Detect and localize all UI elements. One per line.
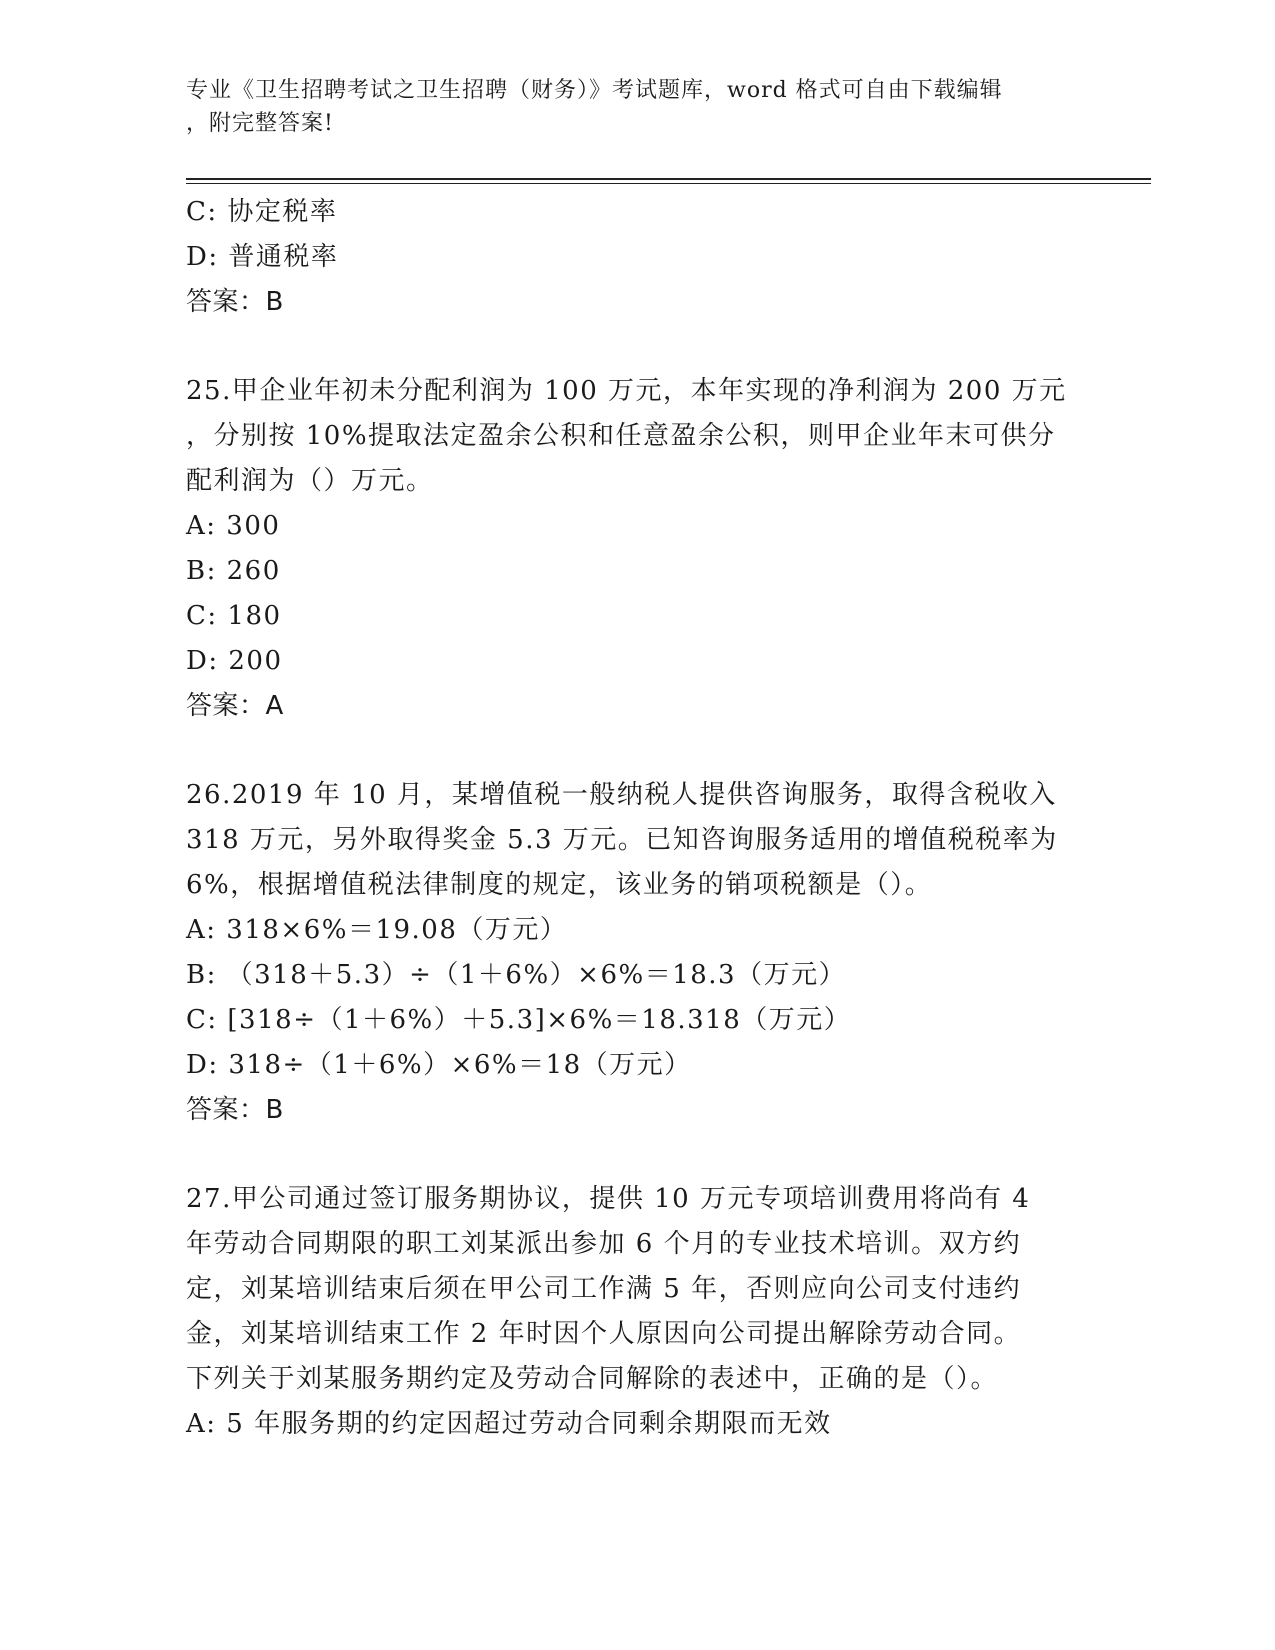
header-line-2: ，附完整答案! [186,111,334,136]
option-c: C: 180 [186,601,282,631]
header-rule-thick [186,178,1151,180]
question-stem-line: ，分别按 10%提取法定盈余公积和任意盈余公积，则甲企业年末可供分 [186,421,1056,451]
option-c: C: [318÷（1＋6%）＋5.3]×6%＝18.318（万元） [186,1005,852,1035]
option-d: D: 200 [186,646,283,676]
answer-label: 答案：A [186,691,284,721]
question-stem-line: 下列关于刘某服务期约定及劳动合同解除的表述中，正确的是（）。 [186,1364,999,1394]
question-24-tail [186,190,1086,325]
header-rule-thin [186,183,1151,184]
question-stem-line: 年劳动合同期限的职工刘某派出参加 6 个月的专业技术培训。双方约 [186,1229,1022,1259]
answer-label: 答案：B [186,287,284,317]
question-stem-line: 26.2019 年 10 月，某增值税一般纳税人提供咨询服务，取得含税收入 [186,780,1057,810]
question-stem-line: 定，刘某培训结束后须在甲公司工作满 5 年，否则应向公司支付违约 [186,1274,1022,1304]
question-25 [186,369,1086,729]
option-c: C: 协定税率 [186,197,338,227]
question-stem-line: 25.甲企业年初未分配利润为 100 万元，本年实现的净利润为 200 万元 [186,376,1067,406]
header-line-1: 专业《卫生招聘考试之卫生招聘（财务）》考试题库，word 格式可自由下载编辑 [186,78,1003,103]
question-stem-line: 金，刘某培训结束工作 2 年时因个人原因向公司提出解除劳动合同。 [186,1319,1022,1349]
question-list [186,190,1086,1447]
document-header [186,74,1086,140]
question-stem-line: 318 万元，另外取得奖金 5.3 万元。已知咨询服务适用的增值税税率为 [186,825,1058,855]
question-26 [186,773,1086,1133]
option-b: B: 260 [186,556,281,586]
question-stem-line: 6%，根据增值税法律制度的规定，该业务的销项税额是（）。 [186,870,933,900]
question-stem-line: 27.甲公司通过签订服务期协议，提供 10 万元专项培训费用将尚有 4 [186,1184,1031,1214]
option-b: B: （318＋5.3）÷（1＋6%）×6%＝18.3（万元） [186,960,847,990]
answer-label: 答案：B [186,1095,284,1125]
option-a: A: 300 [186,511,281,541]
question-27 [186,1177,1086,1447]
question-stem-line: 配利润为（）万元。 [186,466,434,496]
option-d: D: 318÷（1＋6%）×6%＝18（万元） [186,1050,692,1080]
option-a: A: 5 年服务期的约定因超过劳动合同剩余期限而无效 [186,1409,832,1439]
option-a: A: 318×6%＝19.08（万元） [186,915,568,945]
option-d: D: 普通税率 [186,242,339,272]
